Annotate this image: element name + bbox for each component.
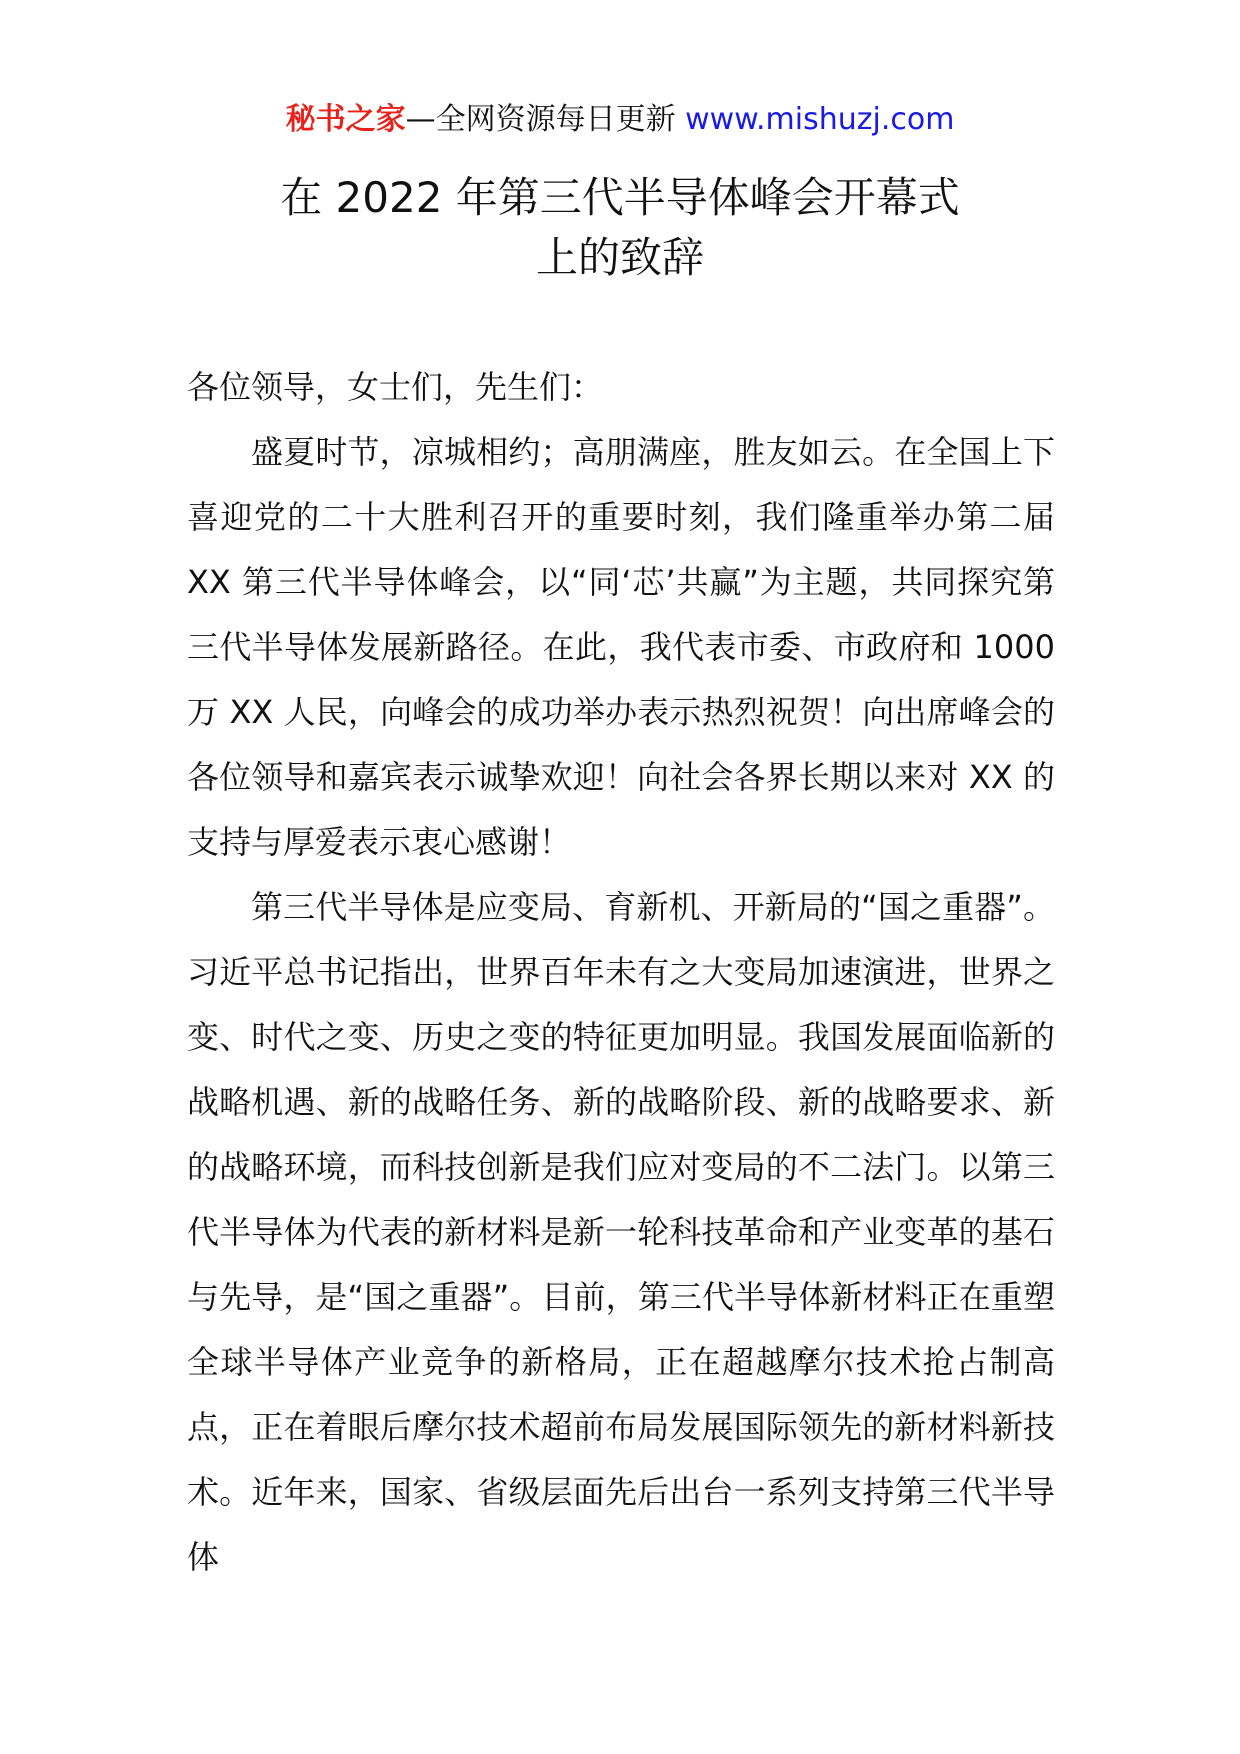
page-header: [0, 100, 1240, 140]
salutation: 各位领导，女士们，先生们：: [187, 368, 604, 406]
title-line-1: 在 2022 年第三代半导体峰会开幕式: [280, 173, 960, 222]
brand-name: 秘书之家: [285, 102, 406, 137]
document-body: [187, 355, 1055, 1590]
document-title: [0, 168, 1240, 288]
body-paragraph: 盛夏时节，凉城相约；高朋满座，胜友如云。在全国上下喜迎党的二十大胜利召开的重要时刻，我们隆重举办第二届 XX 第三代半导体峰会，以“同‘芯’共赢”为主题，共同探究第三代半导体发展新路径。在此，我代表市委、市政府和 1000 万 XX 人民，向峰会的成功举办表示热烈祝贺！向出席峰会的各位领导和嘉宾表示诚挚欢迎！向社会各界长期以来对 XX 的支持与厚爱表示衷心感谢！: [187, 433, 1055, 861]
body-paragraph: 第三代半导体是应变局、育新机、开新局的“国之重器”。习近平总书记指出，世界百年未有之大变局加速演进，世界之变、时代之变、历史之变的特征更加明显。我国发展面临新的战略机遇、新的战略任务、新的战略阶段、新的战略要求、新的战略环境，而科技创新是我们应对变局的不二法门。以第三代半导体为代表的新材料是新一轮科技革命和产业变革的基石与先导，是“国之重器”。目前，第三代半导体新材料正在重塑全球半导体产业竞争的新格局，正在超越摩尔技术抢占制高点，正在着眼后摩尔技术超前布局发展国际领先的新材料新技术。近年来，国家、省级层面先后出台一系列支持第三代半导体: [187, 888, 1055, 1576]
site-url-link[interactable]: www.mishuzj.com: [685, 102, 955, 137]
header-tagline: —全网资源每日更新: [405, 102, 676, 137]
title-line-2: 上的致辞: [535, 233, 704, 282]
